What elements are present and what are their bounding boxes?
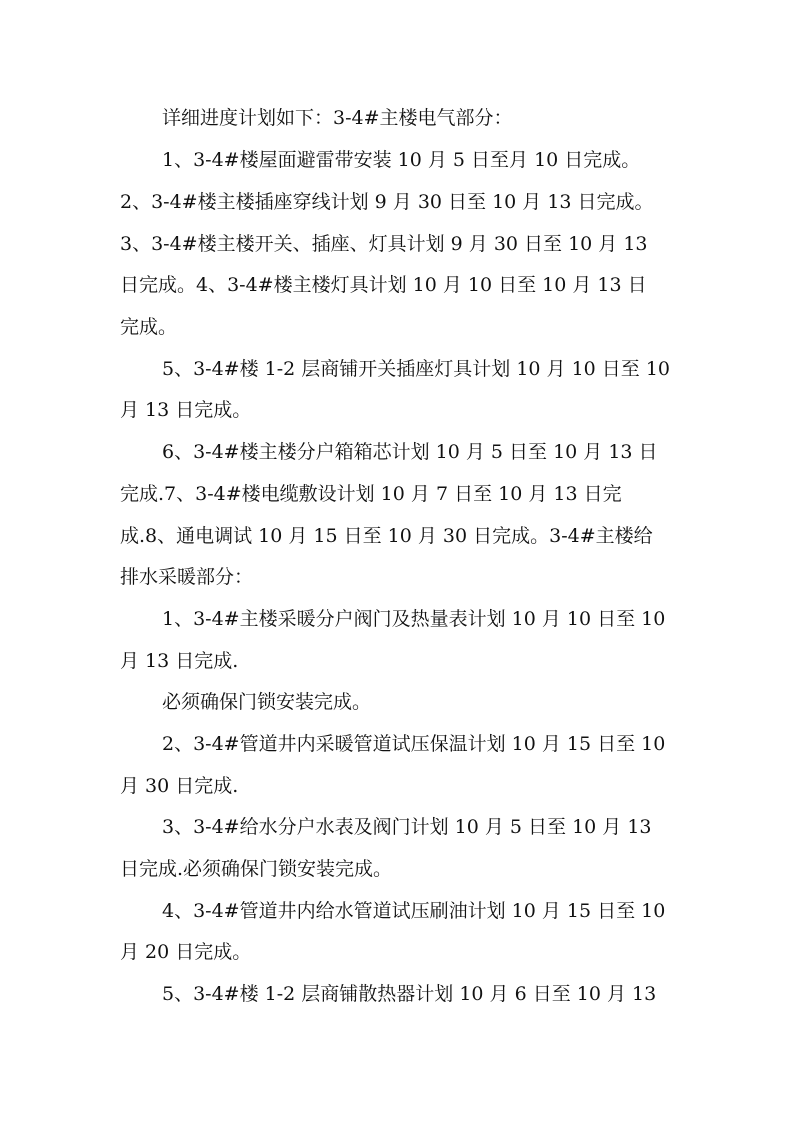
text-line: 完成.7、3-4#楼电缆敷设计划 10 月 7 日至 10 月 13 日完	[120, 483, 622, 505]
text-line: 4、3-4#管道井内给水管道试压刷油计划 10 月 15 日至 10	[162, 900, 666, 922]
text-line: 日完成.必须确保门锁安装完成。	[120, 858, 393, 880]
text-line: 月 20 日完成。	[120, 941, 252, 963]
text-line: 5、3-4#楼 1-2 层商铺散热器计划 10 月 6 日至 10 月 13	[162, 983, 657, 1005]
text-line: 月 13 日完成.	[120, 650, 239, 672]
text-line: 3、3-4#给水分户水表及阀门计划 10 月 5 日至 10 月 13	[162, 816, 652, 838]
text-line: 月 30 日完成.	[120, 775, 239, 797]
text-line: 成.8、通电调试 10 月 15 日至 10 月 30 日完成。3-4#主楼给	[120, 525, 653, 547]
text-line: 月 13 日完成。	[120, 399, 252, 421]
text-line: 1、3-4#主楼采暖分户阀门及热量表计划 10 月 10 日至 10	[162, 608, 666, 630]
text-line: 6、3-4#楼主楼分户箱箱芯计划 10 月 5 日至 10 月 13 日	[162, 441, 658, 463]
text-line: 排水采暖部分：	[120, 566, 254, 588]
text-line: 2、3-4#管道井内采暖管道试压保温计划 10 月 15 日至 10	[162, 733, 666, 755]
text-line: 详细进度计划如下：3-4#主楼电气部分：	[162, 107, 513, 129]
text-line: 2、3-4#楼主楼插座穿线计划 9 月 30 日至 10 月 13 日完成。	[120, 191, 654, 213]
text-line: 必须确保门锁安装完成。	[162, 691, 372, 713]
text-line: 日完成。4、3-4#楼主楼灯具计划 10 月 10 日至 10 月 13 日	[120, 274, 647, 296]
text-line: 完成。	[120, 316, 178, 338]
text-line: 5、3-4#楼 1-2 层商铺开关插座灯具计划 10 月 10 日至 10	[162, 358, 671, 380]
text-line: 1、3-4#楼屋面避雷带安装 10 月 5 日至月 10 日完成。	[162, 149, 641, 171]
text-line: 3、3-4#楼主楼开关、插座、灯具计划 9 月 30 日至 10 月 13	[120, 233, 648, 255]
